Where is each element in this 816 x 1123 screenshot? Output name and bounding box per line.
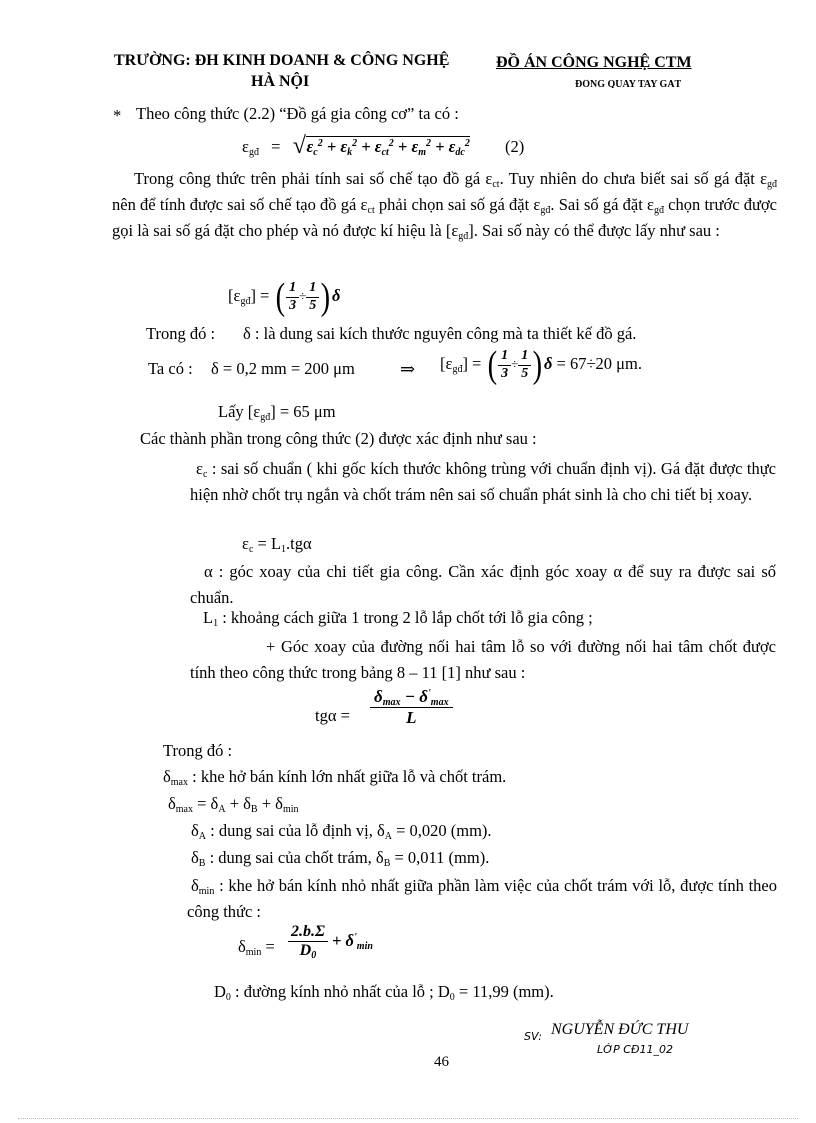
tga-fraction: $\frac{\delta_{max} - \delta'_{max}}{L}$: [370, 687, 453, 727]
taco-label: Ta có :: [148, 359, 193, 378]
dmin-eq-lhs: $\delta_{min}$ =: [238, 937, 275, 958]
header-school-line1: TRƯỜNG: ĐH KINH DOANH & CÔNG NGHỆ: [114, 52, 450, 69]
implies-arrow: ⇒: [400, 359, 416, 379]
footer-student-name: NGUYỄN ĐỨC THU: [551, 1021, 689, 1038]
dmin-definition: $\delta_{min}$ : khe hở bán kính nhỏ nhất giữa phần làm việc của chốt trám với lỗ, được tính theo công thức :: [187, 876, 777, 921]
d0-definition: $D_0$ : đường kính nhỏ nhất của lỗ ; $D_0 = 11,99$ (mm).: [214, 982, 554, 1003]
rotation-text: + Góc xoay của đường nối hai tâm lỗ so với đường nối hai tâm chốt được tính theo công thức trong bảng 8 – 11 [1] như sau :: [190, 637, 776, 682]
where-text-1: δ : là dung sai kích thước nguyên công mà ta thiết kế đồ gá.: [243, 324, 637, 343]
dmax-definition: $\delta_{max}$ : khe hở bán kính lớn nhất giữa lỗ và chốt trám.: [163, 767, 507, 788]
equation-2-label: (2): [505, 137, 525, 156]
alpha-definition: α : góc xoay của chi tiết gia công. Cần xác định góc xoay α để suy ra được sai số chuẩn.: [190, 562, 776, 607]
ec-definition: $\varepsilon_c$ : sai số chuẩn ( khi gốc kích thước không trùng với chuẩn định vị). Gá đặt được thực hiện nhờ chốt trụ ngắn và chốt trám nên sai số chuẩn phát sinh là cho chi tiết bị xoay.: [190, 459, 776, 504]
taco-result: $[\varepsilon_{gđ}]$ = ( $\frac{1}{3}$ ÷ $\frac{1}{5}$ )δ = 67÷20 μm.: [440, 344, 642, 386]
equation-2: $\varepsilon_{gđ}$ = √ $\varepsilon_c^2 + \varepsilon_k^2 + \varepsilon_{ct}^2 + \varepsilon_m^2 + \varepsilon_{dc}^2$: [242, 133, 470, 159]
l1-definition: $L_1$ : khoảng cách giữa 1 trong 2 lỗ lắp chốt tới lỗ gia công ;: [203, 608, 593, 629]
page-number: 46: [434, 1054, 449, 1070]
dmin-eq-rhs: $\frac{2.b.\Sigma}{D_0}$ + $\delta'_{min}$: [288, 923, 373, 961]
dB-definition: $\delta_B$ : dung sai của chốt trám, $\delta_B = 0,011$ (mm).: [191, 848, 490, 869]
header-school-line2: HÀ NỘI: [251, 73, 310, 90]
bullet-marker: *: [113, 106, 122, 125]
allowed-error-equation: $[\varepsilon_{gđ}]$ = ( $\frac{1}{3}$ ÷ $\frac{1}{5}$ )δ: [228, 276, 341, 318]
where-label-2: Trong đó :: [163, 741, 233, 760]
footer-sv-label: SV:: [524, 1030, 542, 1043]
tga-lhs: tgα =: [315, 706, 350, 725]
header-project-subtitle: ĐỒNG QUAY TAY GẠT: [575, 79, 682, 88]
taco-equation: δ = 0,2 mm = 200 μm: [211, 359, 355, 378]
where-label-1: Trong đó :: [146, 324, 216, 343]
chosen-value: Lấy $[\varepsilon_{gđ}] = 65$ μm: [218, 402, 336, 423]
ec-equation: $\varepsilon_c = L_1.tg\alpha$: [242, 534, 312, 555]
footer-class: LỚP CĐ11_02: [597, 1043, 674, 1056]
dA-definition: $\delta_A$ : dung sai của lỗ định vị, $\delta_A = 0,020$ (mm).: [191, 821, 492, 842]
header-project-title: ĐỒ ÁN CÔNG NGHỆ CTM: [496, 54, 692, 71]
dmax-equation: $\delta_{max} = \delta_A + \delta_B + \delta_{min}$: [168, 794, 299, 815]
page-bottom-divider: [18, 1118, 798, 1119]
paragraph-1: Trong công thức trên phải tính sai số chế tạo đồ gá $\varepsilon_{ct}$. Tuy nhiên do chưa biết sai số gá đặt $\varepsilon_{gđ}$ nên để tính được sai số chế tạo đồ gá $\varepsilon_{ct}$ phải chọn sai số gá đặt $\varepsilon_{gđ}$. Sai số gá đặt $\varepsilon_{gđ}$ chọn trước được gọi là sai số gá đặt cho phép và nó được kí hiệu là $[\varepsilon_{gđ}]$. Sai số này có thể được lấy như sau :: [112, 169, 778, 242]
components-heading: Các thành phần trong công thức (2) được xác định như sau :: [140, 429, 537, 448]
sqrt-expression: √ $\varepsilon_c^2 + \varepsilon_k^2 + \varepsilon_{ct}^2 + \varepsilon_m^2 + \varepsilon_{dc}^2$: [292, 133, 470, 159]
intro-line: Theo công thức (2.2) “Đồ gá gia công cơ” ta có :: [136, 104, 459, 123]
